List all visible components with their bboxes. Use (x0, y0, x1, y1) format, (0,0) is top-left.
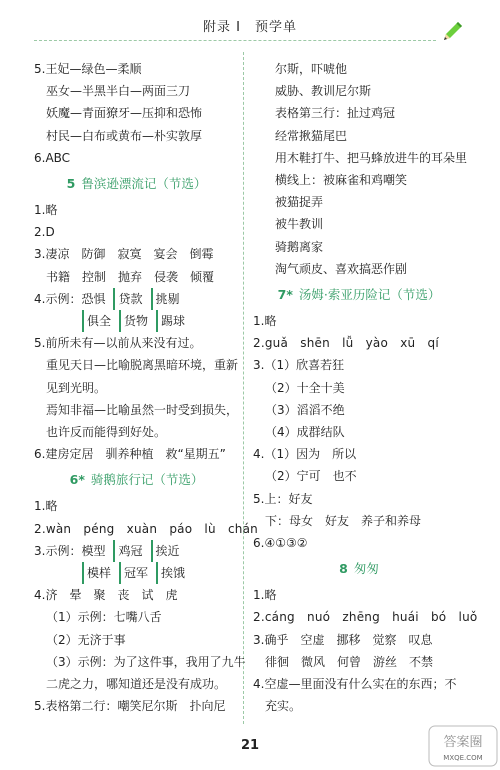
answer-line: 5.表格第二行：嘲笑尼尔斯 扑向尼 (34, 699, 226, 714)
answer-line: 尔斯，吓唬他 (275, 62, 348, 76)
word-group-bracket: 挨近 (151, 540, 180, 562)
watermark-logo (428, 724, 498, 768)
watermark-url: MXQE.COM (443, 754, 483, 762)
answer-line: 见到光明。 (46, 380, 107, 395)
section-8-answers (253, 584, 478, 717)
answer-line: 横线上：被麻雀和鸡嘲笑 (275, 173, 408, 188)
answer-line: 被猫捉弄 (275, 195, 324, 210)
word-group-bracket: 挑剔 (151, 288, 180, 310)
section-4-answers (34, 58, 239, 169)
answer-line: 也许反而能得到好处。 (46, 425, 167, 440)
answer-line: 威胁、教训尼尔斯 (275, 84, 372, 99)
answer-line: （2）十全十美 (265, 380, 345, 395)
answer-line: 2.cáng nuó zhēng huái bó luǒ (253, 610, 478, 625)
section-5-answers (34, 199, 239, 465)
answer-line: 重见天日—比喻脱离黑暗环境，重新 (46, 358, 239, 373)
answer-line: 经常揪猫尾巴 (275, 128, 348, 143)
answer-line: （2）宁可 也不 (265, 469, 357, 484)
answer-line: 2.D (34, 225, 55, 240)
answer-line: 6.建房定居 驯养种植 救“星期五” (34, 447, 226, 462)
word-group-bracket: 货物 (119, 310, 148, 332)
answer-line: （3）滔滔不绝 (265, 402, 345, 417)
answer-line: 骑鹅离家 (275, 239, 324, 254)
answer-line: 5.上：好友 (253, 491, 313, 506)
word-group-bracket: 冠军 (119, 562, 148, 584)
answer-line: 1.略 (253, 314, 277, 329)
answer-line: 1.略 (34, 499, 58, 514)
answer-line: 5.前所未有—以前从来没有过。 (34, 336, 202, 351)
answer-line: 1.略 (34, 203, 58, 218)
answer-line: 用木鞋打牛、把马蜂放进牛的耳朵里 (275, 150, 468, 165)
answer-line: 表格第三行：扯过鸡冠 (275, 106, 396, 121)
word-group-bracket: 鸡冠 (113, 540, 142, 562)
answer-line: 巫女—半黑半白—两面三刀 (46, 84, 191, 99)
word-group-bracket: 模样 (82, 562, 111, 584)
answer-line: 4.示例：恐惧 贷款 挑剔 (34, 288, 239, 310)
answer-line: （2）无济于事 (46, 632, 126, 647)
answer-line: 妖魔—青面獠牙—压抑和恐怖 (46, 106, 203, 121)
word-group-bracket: 挨饿 (156, 562, 185, 584)
section-title: 8 匆匆 (339, 561, 379, 577)
page-header (0, 0, 500, 44)
watermark-text: 答案圈 (443, 735, 483, 750)
answer-line (34, 310, 239, 332)
answer-line: 6.ABC (34, 150, 71, 165)
section-7-answers (253, 310, 465, 554)
header-title: 附录 I 预学单 (203, 20, 297, 35)
answer-line: 5.王妃—绿色—柔顺 (34, 62, 142, 76)
right-column (253, 58, 478, 717)
answer-line: 2.guǎ shēn lǚ yào xū qí (253, 336, 439, 351)
answer-line: 淘气顽皮、喜欢搞恶作剧 (275, 261, 408, 276)
header-divider (34, 40, 436, 41)
answer-line: 焉知非福—比喻虽然一时受到损失， (46, 402, 239, 417)
pencil-icon (440, 20, 464, 44)
left-column (34, 58, 258, 717)
answer-line: 村民—白布或黄布—朴实敦厚 (46, 128, 203, 143)
answer-line: 书籍 控制 抛弃 侵袭 倾覆 (46, 269, 215, 284)
answer-line: （4）成群结队 (265, 425, 345, 440)
answer-line: 徘徊 微风 何曾 游丝 不禁 (265, 654, 434, 669)
column-divider (243, 52, 244, 724)
answer-line: 二虎之力，哪知道还是没有成功。 (46, 677, 227, 692)
answer-line: 4.空虚—里面没有什么实在的东西；不 (253, 677, 457, 692)
answer-line: 1.略 (253, 588, 277, 603)
word-group-bracket: 踢球 (156, 310, 185, 332)
section-6-answers (34, 495, 258, 717)
section-title: 5 鲁滨逊漂流记（节选） (66, 176, 207, 192)
section-6-continued (253, 58, 468, 280)
answer-line: 3.确乎 空虚 挪移 觉察 叹息 (253, 632, 433, 647)
answer-line (34, 562, 239, 584)
answer-line: 被牛教训 (275, 217, 324, 232)
answer-line: 4.（1）因为 所以 (253, 447, 357, 462)
word-group-bracket: 俱全 (82, 310, 111, 332)
answer-line: 3.示例：模型 鸡冠 挨近 (34, 540, 239, 562)
section-title: 7* 汤姆·索亚历险记（节选） (277, 287, 441, 303)
answer-line: 下：母女 好友 养子和养母 (265, 513, 422, 528)
word-group-bracket: 贷款 (113, 288, 142, 310)
answer-line: （3）示例：为了这件事，我用了九牛 (46, 654, 246, 669)
answer-line: 3.（1）欣喜若狂 (253, 358, 345, 373)
answer-line: （1）示例：七嘴八舌 (46, 610, 162, 625)
page-number: 21 (240, 738, 260, 753)
answer-line: 4.济 晕 聚 丧 试 虎 (34, 588, 178, 603)
section-title: 6* 骑鹅旅行记（节选） (69, 472, 204, 488)
answer-line: 2.wàn péng xuàn páo lù chán (34, 521, 258, 536)
answer-line: 充实。 (265, 699, 302, 714)
answer-line: 3.凄凉 防御 寂寞 宴会 倒霉 (34, 247, 214, 262)
answer-line: 6.④①③② (253, 536, 308, 551)
